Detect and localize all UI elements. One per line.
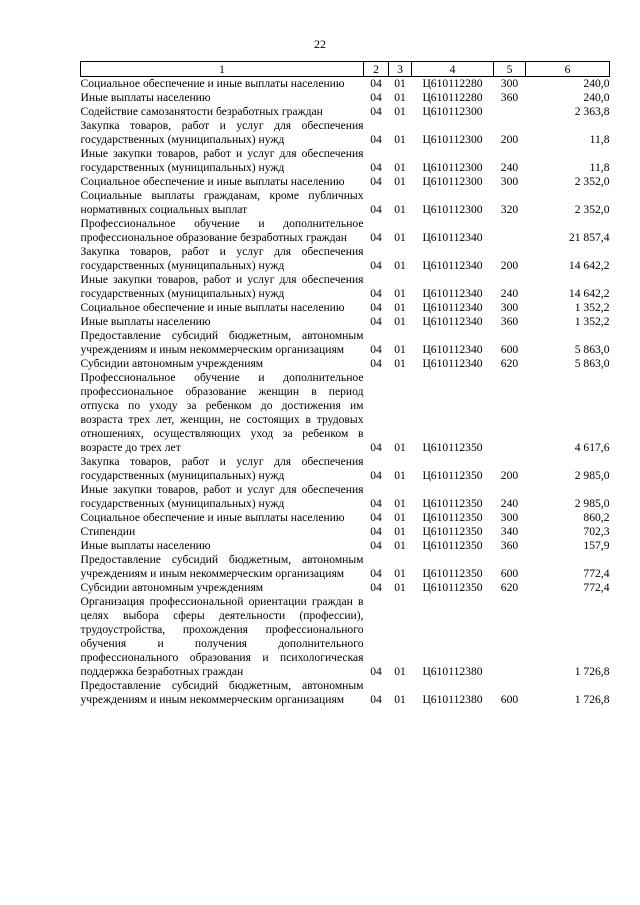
column-header-subsection: 3 [389,62,412,77]
cell-amount: 2 985,0 [574,497,610,510]
cell-subsection: 01 [394,511,406,524]
cell-amount: 157,9 [583,539,610,552]
table-row [81,581,610,595]
cell-subsection: 01 [394,203,406,216]
cell-section: 04 [370,539,382,552]
table-row [81,539,610,553]
table-row [81,483,610,511]
cell-target-article: Ц610112350 [422,469,483,482]
cell-target-article: Ц610112340 [422,231,483,244]
cell-section: 04 [370,105,382,118]
cell-expense-type: 320 [500,203,519,216]
table-row [81,189,610,217]
table-row [81,329,610,357]
cell-section: 04 [370,343,382,356]
cell-expense-type: 600 [500,343,519,356]
cell-expense-type [494,105,526,119]
table-body [81,77,610,708]
cell-target-article: Ц610112340 [422,301,483,314]
cell-expense-type: 300 [500,77,519,90]
column-header-expense-type: 5 [494,62,526,77]
table-row [81,315,610,329]
table-row [81,77,610,92]
cell-name: Предоставление субсидий бюджетным, автономным учреждениям и иным некоммерческим организациям [80,329,364,356]
cell-subsection: 01 [394,343,406,356]
cell-name: Организация профессиональной ориентации граждан в целях выбора сферы деятельности (профессии), трудоустройства, прохождения профессионального обучения и получения дополнительного профессионального образования и психологическая поддержка безработных граждан [80,595,364,678]
cell-subsection: 01 [394,133,406,146]
cell-expense-type: 360 [500,539,519,552]
cell-expense-type: 600 [500,693,519,706]
cell-expense-type: 300 [500,301,519,314]
page-number: 22 [314,37,326,51]
cell-name: Профессиональное обучение и дополнительное профессиональное образование женщин в период отпуска по уходу за ребенком до достижения им возраста трех лет, женщин, не состоящих в трудовых отношениях, осуществляющих уход за ребенком в возрасте до трех лет [80,371,364,454]
cell-name: Профессиональное обучение и дополнительное профессиональное образование безработных граждан [80,217,364,244]
cell-amount: 11,8 [589,133,610,146]
cell-target-article: Ц610112340 [422,343,483,356]
cell-section: 04 [370,259,382,272]
table-row [81,511,610,525]
cell-expense-type [494,595,526,679]
cell-expense-type: 200 [500,133,519,146]
table-row [81,679,610,707]
cell-section: 04 [370,441,382,454]
cell-expense-type: 620 [500,357,519,370]
cell-expense-type: 200 [500,469,519,482]
cell-subsection: 01 [394,497,406,510]
cell-target-article: Ц610112380 [422,665,483,678]
cell-name: Иные выплаты населению [80,539,211,552]
cell-target-article: Ц610112280 [422,91,483,104]
cell-subsection: 01 [394,175,406,188]
cell-target-article: Ц610112350 [422,511,483,524]
cell-expense-type: 300 [500,175,519,188]
cell-amount: 1 352,2 [574,315,610,328]
cell-section: 04 [370,497,382,510]
table-row [81,147,610,175]
cell-expense-type: 300 [500,511,519,524]
cell-subsection: 01 [394,357,406,370]
column-header-name: 1 [81,62,364,77]
cell-target-article: Ц610112350 [422,497,483,510]
cell-target-article: Ц610112380 [422,693,483,706]
cell-name: Закупка товаров, работ и услуг для обеспечения государственных (муниципальных) нужд [80,119,364,146]
cell-target-article: Ц610112300 [422,161,483,174]
cell-name: Стипендии [80,525,136,538]
cell-expense-type: 240 [500,287,519,300]
cell-amount: 2 352,0 [574,175,610,188]
cell-section: 04 [370,315,382,328]
table-row [81,119,610,147]
cell-name: Социальное обеспечение и иные выплаты населению [80,301,345,314]
table-row [81,175,610,189]
table-row [81,301,610,315]
cell-subsection: 01 [394,91,406,104]
cell-subsection: 01 [394,315,406,328]
cell-section: 04 [370,665,382,678]
table-row [81,371,610,455]
cell-name: Закупка товаров, работ и услуг для обеспечения государственных (муниципальных) нужд [80,245,364,272]
cell-target-article: Ц610112280 [422,77,483,90]
cell-subsection: 01 [394,567,406,580]
cell-name: Социальное обеспечение и иные выплаты населению [80,175,345,188]
cell-expense-type: 340 [500,525,519,538]
cell-target-article: Ц610112300 [422,133,483,146]
cell-name: Иные выплаты населению [80,315,211,328]
cell-subsection: 01 [394,539,406,552]
cell-amount: 14 642,2 [568,287,610,300]
cell-subsection: 01 [394,441,406,454]
cell-subsection: 01 [394,469,406,482]
cell-amount: 1 726,8 [574,665,610,678]
cell-section: 04 [370,287,382,300]
cell-name: Предоставление субсидий бюджетным, автономным учреждениям и иным некоммерческим организациям [80,553,364,580]
cell-target-article: Ц610112350 [422,581,483,594]
cell-amount: 5 863,0 [574,343,610,356]
cell-amount: 772,4 [583,581,610,594]
cell-amount: 11,8 [589,161,610,174]
cell-name: Социальные выплаты гражданам, кроме публичных нормативных социальных выплат [80,189,364,216]
table-row [81,217,610,245]
cell-expense-type [494,217,526,245]
cell-expense-type: 240 [500,497,519,510]
cell-section: 04 [370,133,382,146]
cell-subsection: 01 [394,525,406,538]
table-row [81,245,610,273]
cell-amount: 772,4 [583,567,610,580]
cell-name: Иные закупки товаров, работ и услуг для обеспечения государственных (муниципальных) нужд [80,147,364,174]
cell-target-article: Ц610112340 [422,357,483,370]
cell-section: 04 [370,161,382,174]
cell-target-article: Ц610112340 [422,259,483,272]
cell-subsection: 01 [394,301,406,314]
cell-name: Предоставление субсидий бюджетным, автономным учреждениям и иным некоммерческим организациям [80,679,364,706]
cell-amount: 2 985,0 [574,469,610,482]
cell-section: 04 [370,511,382,524]
cell-section: 04 [370,77,382,90]
cell-name: Социальное обеспечение и иные выплаты населению [80,511,345,524]
table-row [81,455,610,483]
cell-section: 04 [370,567,382,580]
cell-section: 04 [370,175,382,188]
cell-amount: 14 642,2 [568,259,610,272]
cell-name: Иные закупки товаров, работ и услуг для обеспечения государственных (муниципальных) нужд [80,483,364,510]
cell-target-article: Ц610112350 [422,525,483,538]
table-row [81,273,610,301]
cell-name: Социальное обеспечение и иные выплаты населению [80,77,345,90]
column-header-target-article: 4 [412,62,494,77]
cell-section: 04 [370,525,382,538]
cell-subsection: 01 [394,287,406,300]
cell-amount: 4 617,6 [574,441,610,454]
cell-amount: 5 863,0 [574,357,610,370]
cell-section: 04 [370,581,382,594]
cell-subsection: 01 [394,161,406,174]
table-row [81,105,610,119]
cell-amount: 21 857,4 [568,231,610,244]
cell-name: Субсидии автономным учреждениям [80,357,264,370]
cell-subsection: 01 [394,259,406,272]
column-header-section: 2 [364,62,389,77]
cell-subsection: 01 [394,581,406,594]
cell-section: 04 [370,231,382,244]
cell-section: 04 [370,693,382,706]
cell-name: Иные выплаты населению [80,91,211,104]
cell-subsection: 01 [394,665,406,678]
cell-amount: 1 726,8 [574,693,610,706]
cell-target-article: Ц610112300 [422,105,483,118]
cell-target-article: Ц610112340 [422,315,483,328]
cell-section: 04 [370,91,382,104]
table-row [81,91,610,105]
cell-amount: 240,0 [583,91,610,104]
cell-amount: 860,2 [583,511,610,524]
cell-amount: 1 352,2 [574,301,610,314]
cell-name: Содействие самозанятости безработных граждан [80,105,323,118]
cell-target-article: Ц610112350 [422,539,483,552]
cell-target-article: Ц610112350 [422,567,483,580]
cell-amount: 702,3 [583,525,610,538]
cell-expense-type: 620 [500,581,519,594]
cell-subsection: 01 [394,231,406,244]
cell-section: 04 [370,469,382,482]
cell-amount: 2 352,0 [574,203,610,216]
cell-expense-type: 600 [500,567,519,580]
cell-section: 04 [370,203,382,216]
table-row [81,357,610,371]
cell-name: Иные закупки товаров, работ и услуг для обеспечения государственных (муниципальных) нужд [80,273,364,300]
table-row [81,553,610,581]
cell-subsection: 01 [394,693,406,706]
cell-target-article: Ц610112300 [422,175,483,188]
cell-amount: 240,0 [583,77,610,90]
cell-section: 04 [370,301,382,314]
cell-amount: 2 363,8 [574,105,610,118]
cell-name: Закупка товаров, работ и услуг для обеспечения государственных (муниципальных) нужд [80,455,364,482]
cell-subsection: 01 [394,77,406,90]
table-header-row [81,62,610,77]
cell-expense-type [494,371,526,455]
column-header-amount: 6 [526,62,610,77]
budget-table [80,61,610,707]
table-row [81,595,610,679]
cell-target-article: Ц610112350 [422,441,483,454]
cell-section: 04 [370,357,382,370]
cell-target-article: Ц610112300 [422,203,483,216]
cell-subsection: 01 [394,105,406,118]
cell-target-article: Ц610112340 [422,287,483,300]
cell-expense-type: 360 [500,315,519,328]
table-row [81,525,610,539]
cell-expense-type: 360 [500,91,519,104]
cell-expense-type: 240 [500,161,519,174]
cell-name: Субсидии автономным учреждениям [80,581,264,594]
cell-expense-type: 200 [500,259,519,272]
